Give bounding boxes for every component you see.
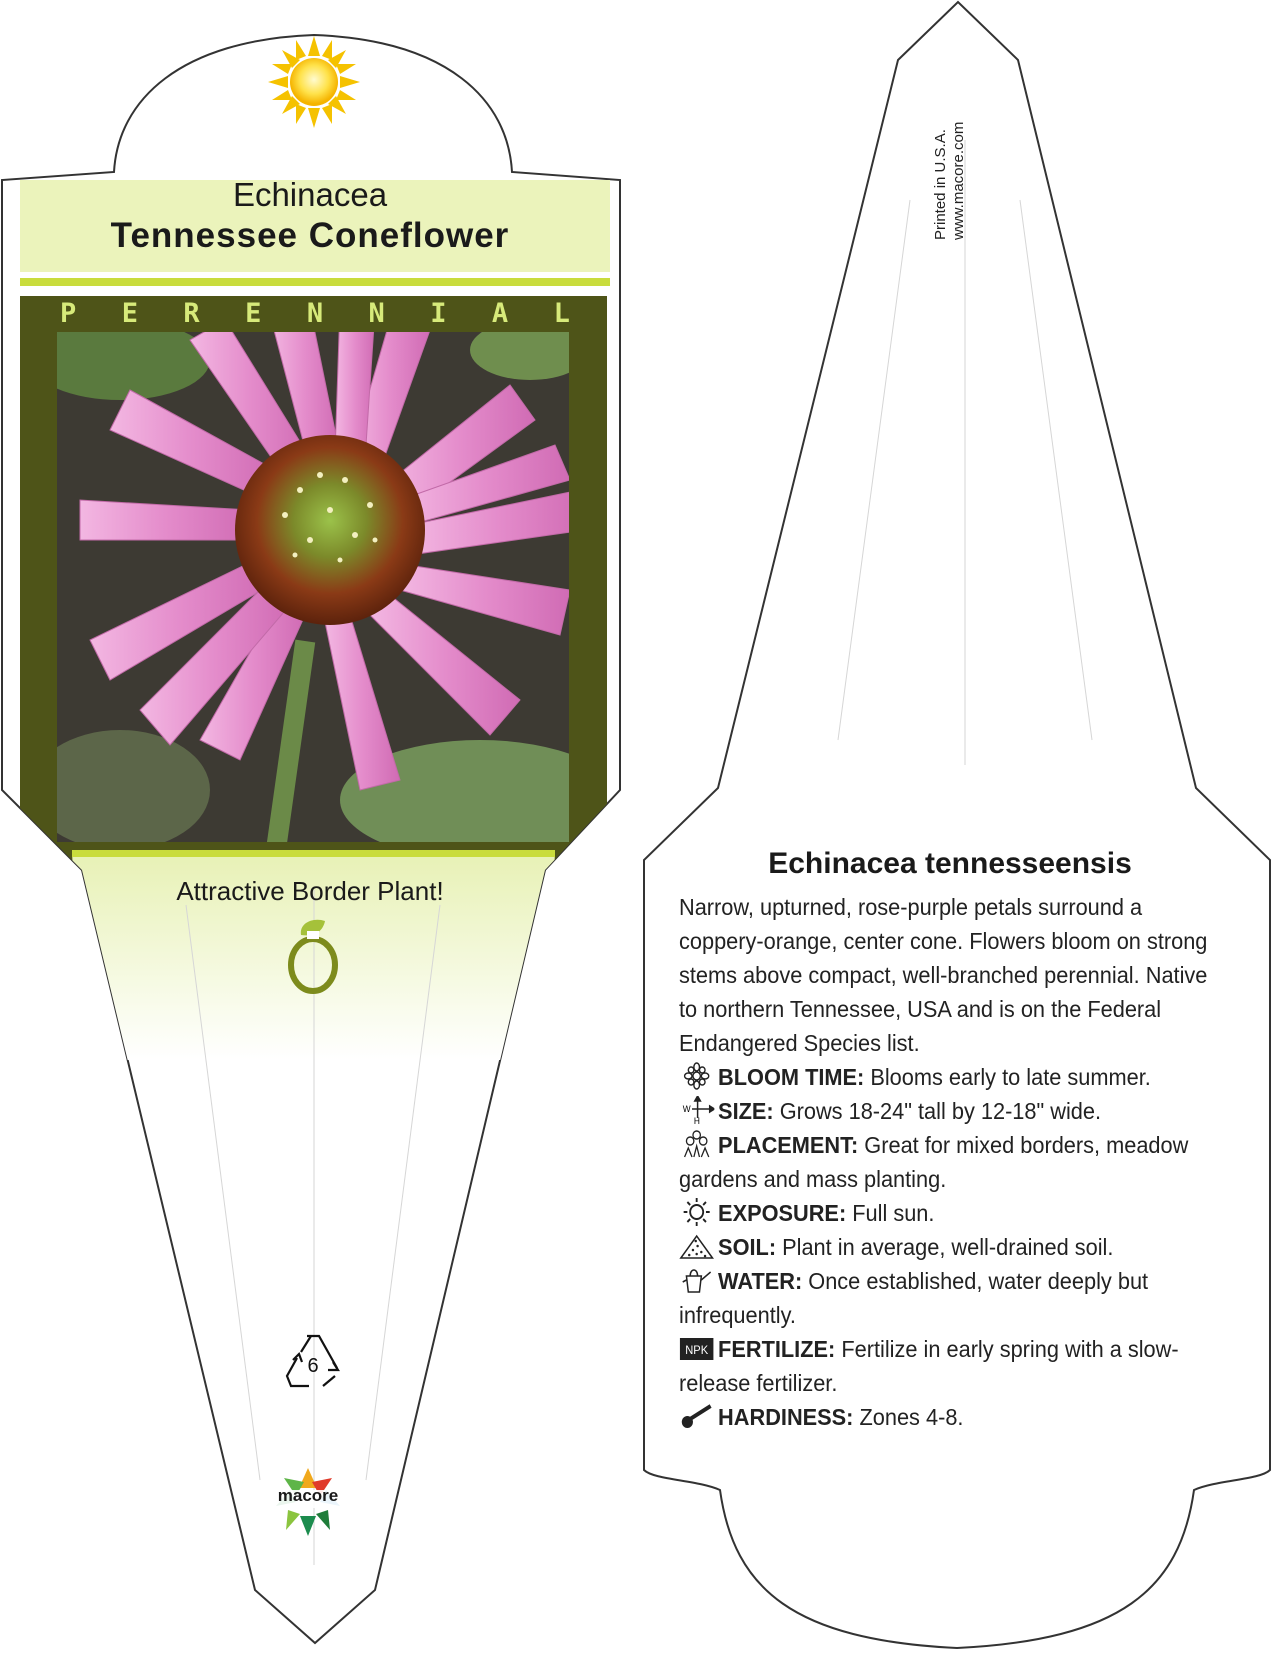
care-item-exposure	[679, 1196, 1214, 1230]
care-item-size	[679, 1094, 1214, 1128]
care-label: HARDINESS:	[718, 1404, 854, 1430]
size-arrows-icon	[679, 1096, 714, 1124]
category-letter: R	[183, 298, 200, 329]
category-letter: N	[368, 298, 385, 329]
care-item-hardiness	[679, 1400, 1214, 1434]
care-item-water	[679, 1264, 1214, 1332]
plant-description	[679, 890, 1214, 1434]
care-item-placement	[679, 1128, 1214, 1196]
printed-info	[932, 50, 968, 240]
description-text: Narrow, upturned, rose-purple petals surround a coppery-orange, center cone. Flowers bloom on strong stems above compact, well-branched perennial. Native to northern Tennessee, USA and is on the Federal Endangered Species list.	[679, 894, 1208, 1056]
perennial-label	[60, 298, 570, 329]
care-text: Full sun.	[852, 1200, 935, 1226]
thermometer-icon	[679, 1402, 714, 1430]
care-label: WATER:	[718, 1268, 803, 1294]
front-tag	[2, 35, 620, 1643]
category-letter: L	[553, 298, 570, 329]
care-text: Once established, water deeply but infrequently.	[679, 1268, 1149, 1328]
care-text: Blooms early to late summer.	[870, 1064, 1151, 1090]
category-letter: N	[306, 298, 324, 329]
category-letter: E	[121, 298, 138, 329]
category-letter: P	[60, 298, 77, 329]
recycle-code: 6	[307, 1355, 319, 1377]
website-line: www.macore.com	[950, 121, 967, 240]
care-text: Zones 4-8.	[859, 1404, 964, 1430]
flower-photo	[30, 305, 620, 860]
flower-icon	[679, 1062, 714, 1090]
soil-icon	[679, 1232, 714, 1260]
category-letter: I	[430, 298, 447, 329]
genus-name: Echinacea	[232, 176, 388, 213]
care-item-bloom	[679, 1060, 1214, 1094]
placement-icon	[679, 1130, 714, 1158]
care-item-fertilize	[679, 1332, 1214, 1400]
care-text: Great for mixed borders, meadow gardens and mass planting.	[679, 1132, 1189, 1192]
care-item-soil	[679, 1230, 1214, 1264]
care-text: Grows 18-24" tall by 12-18" wide.	[779, 1098, 1102, 1124]
care-label: EXPOSURE:	[718, 1200, 847, 1226]
sun-outline-icon	[679, 1198, 714, 1226]
care-text: Plant in average, well-drained soil.	[782, 1234, 1114, 1260]
tagline: Attractive Border Plant!	[176, 876, 444, 906]
care-label: SOIL:	[718, 1234, 777, 1260]
category-letter: A	[491, 298, 509, 329]
npk-icon	[679, 1334, 714, 1362]
care-label: FERTILIZE:	[718, 1336, 836, 1362]
watering-can-icon	[679, 1266, 714, 1294]
scientific-name: Echinacea tennesseensis	[768, 847, 1132, 880]
size-w-letter: W	[682, 1103, 691, 1115]
care-label: PLACEMENT:	[718, 1132, 859, 1158]
npk-text: NPK	[685, 1344, 709, 1358]
size-h-letter: H	[693, 1115, 700, 1124]
care-label: BLOOM TIME:	[718, 1064, 865, 1090]
common-name: Tennessee Coneflower	[110, 216, 510, 255]
brand-name: macore	[277, 1486, 339, 1505]
category-letter: E	[245, 298, 262, 329]
printed-line: Printed in U.S.A.	[932, 129, 949, 240]
care-text: Fertilize in early spring with a slow-release fertilizer.	[679, 1336, 1179, 1396]
care-label: SIZE:	[718, 1098, 774, 1124]
